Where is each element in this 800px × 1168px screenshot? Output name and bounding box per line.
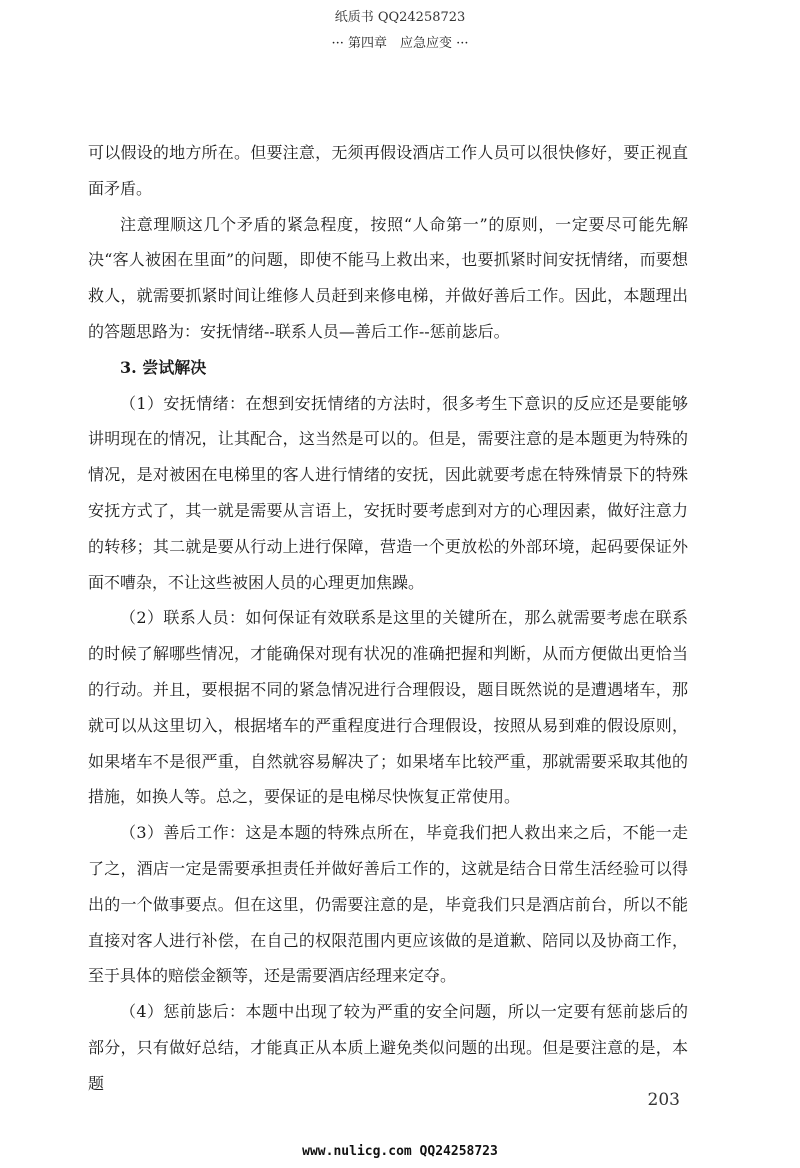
- page-body: [88, 135, 688, 1102]
- section-heading-try-solve: 3. 尝试解决: [120, 357, 207, 377]
- header-watermark: 纸质书 QQ24258723: [334, 10, 466, 25]
- paragraph-step-3: （3）善后工作：这是本题的特殊点所在，毕竟我们把人救出来之后，不能一走了之，酒店一定是需要承担责任并做好善后工作的，这就是结合日常生活经验可以得出的一个做事要点。但在这里，仍需要注意的是，毕竟我们只是酒店前台，所以不能直接对客人进行补偿，在自己的权限范围内更应该做的是道歉、陪同以及协商工作，至于具体的赔偿金额等，还是需要酒店经理来定夺。: [88, 823, 688, 986]
- paragraph-priority: 注意理顺这几个矛盾的紧急程度，按照“人命第一”的原则，一定要尽可能先解决“客人被困在里面”的问题，即使不能马上救出来，也要抓紧时间安抚情绪，而要想救人，就需要抓紧时间让维修人员赶到来修电梯，并做好善后工作。因此，本题理出的答题思路为：安抚情绪--联系人员—善后工作--惩前毖后。: [88, 214, 688, 341]
- paragraph-step-1: （1）安抚情绪：在想到安抚情绪的方法时，很多考生下意识的反应还是要能够讲明现在的情况，让其配合，这当然是可以的。但是，需要注意的是本题更为特殊的情况，是对被困在电梯里的客人进行情绪的安抚，因此就要考虑在特殊情景下的特殊安抚方式了，其一就是需要从言语上，安抚时要考虑到对方的心理因素，做好注意力的转移；其二就是要从行动上进行保障，营造一个更放松的外部环境，起码要保证外面不嘈杂，不让这些被困人员的心理更加焦躁。: [88, 393, 688, 592]
- paragraph-continued: 可以假设的地方所在。但要注意，无须再假设酒店工作人员可以很快修好，要正视直面矛盾。: [88, 143, 688, 198]
- paragraph-step-4: （4）惩前毖后：本题中出现了较为严重的安全问题，所以一定要有惩前毖后的部分，只有做好总结，才能真正从本质上避免类似问题的出现。但是要注意的是，本题: [88, 1002, 688, 1093]
- footer-watermark: www.nulicg.com QQ24258723: [302, 1144, 498, 1159]
- chapter-header: ··· 第四章 应急应变 ···: [331, 36, 469, 51]
- page-number: 203: [647, 1090, 680, 1110]
- paragraph-step-2: （2）联系人员：如何保证有效联系是这里的关键所在，那么就需要考虑在联系的时候了解哪些情况，才能确保对现有状况的准确把握和判断，从而方便做出更恰当的行动。并且，要根据不同的紧急情况进行合理假设，题目既然说的是遭遇堵车，那就可以从这里切入，根据堵车的严重程度进行合理假设，按照从易到难的假设原则，如果堵车不是很严重，自然就容易解决了；如果堵车比较严重，那就需要采取其他的措施，如换人等。总之，要保证的是电梯尽快恢复正常使用。: [88, 608, 688, 807]
